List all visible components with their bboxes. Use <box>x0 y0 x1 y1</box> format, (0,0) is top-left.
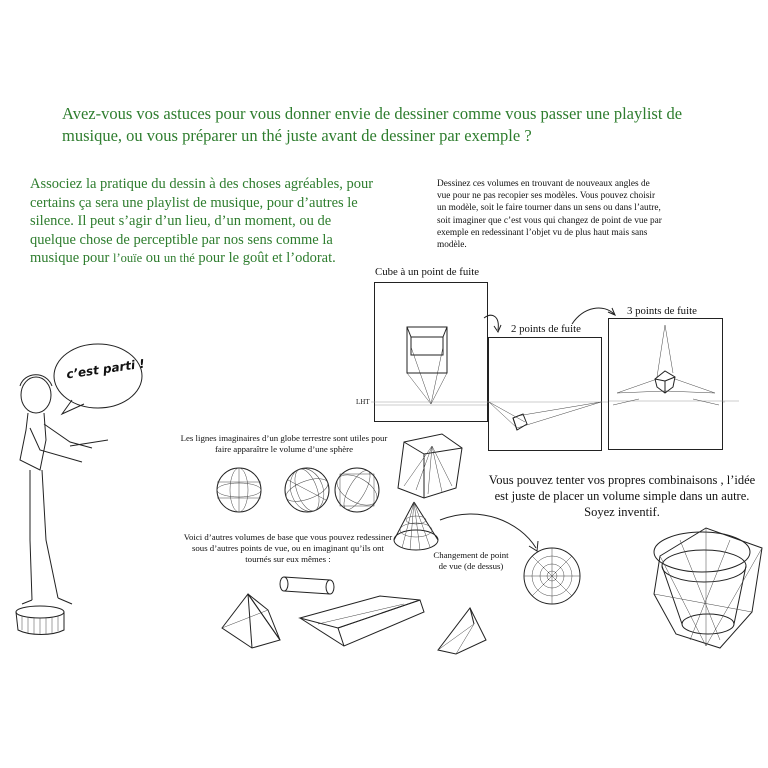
intro-question: Avez-vous vos astuces pour vous donner envie de dessiner comme vous passer une playlist de musique, ou vous préparer un thé juste avant de dessiner par exemple ? <box>62 104 683 145</box>
label-horizon-line: LHT <box>356 398 370 406</box>
green-paragraph-part2: pour le goût et l’odorat. <box>194 250 336 266</box>
frustum-in-polyhedron <box>654 528 762 648</box>
sphere-caption: Les lignes imaginaires d’un globe terrestre sont utiles pour faire apparaître le volume d’une sphère <box>180 433 388 454</box>
volumes-instructions: Dessinez ces volumes en trouvant de nouveaux angles de vue pour ne pas recopier ses modèles. Vous pouvez choisir un modèle, soit le faire tourner dans un sens ou dans l’autre, soit imaginer que c’est vous qui changez de point de vue par exemple en redessinant l’objet vu de plus haut mais sans modèle. <box>437 179 662 251</box>
other-volumes-caption: Voici d’autres volumes de base que vous pouvez redessiner sous d’autres points de vue, ou en imaginant qu’ils ont tournés sur eux mêmes : <box>183 532 393 564</box>
green-paragraph-ou: ou <box>142 250 164 266</box>
inline-ouie: l’ouïe <box>112 251 143 265</box>
combinations-text: Vous pouvez tenter vos propres combinaisons , l’idée est juste de placer un volume simple dans un autre. Soyez inventif. <box>488 473 756 519</box>
label-two-point-perspective: 2 points de fuite <box>511 323 581 335</box>
green-paragraph-part1: Associez la pratique du dessin à des choses agréables, pour certains ça sera une playlist de musique, pour d’autres le silence. Il peut s’agir d’un lieu, d’un moment, ou de quelque chose de perceptible par nos sens comme la musique pour <box>30 176 374 266</box>
inline-the: un thé <box>163 251 195 265</box>
label-three-point-perspective: 3 points de fuite <box>627 305 697 317</box>
label-one-point-perspective: Cube à un point de fuite <box>375 266 480 278</box>
viewpoint-caption: Changement de point de vue (de dessus) <box>433 550 509 571</box>
speech-bubble-text: c’est parti ! <box>65 356 146 382</box>
